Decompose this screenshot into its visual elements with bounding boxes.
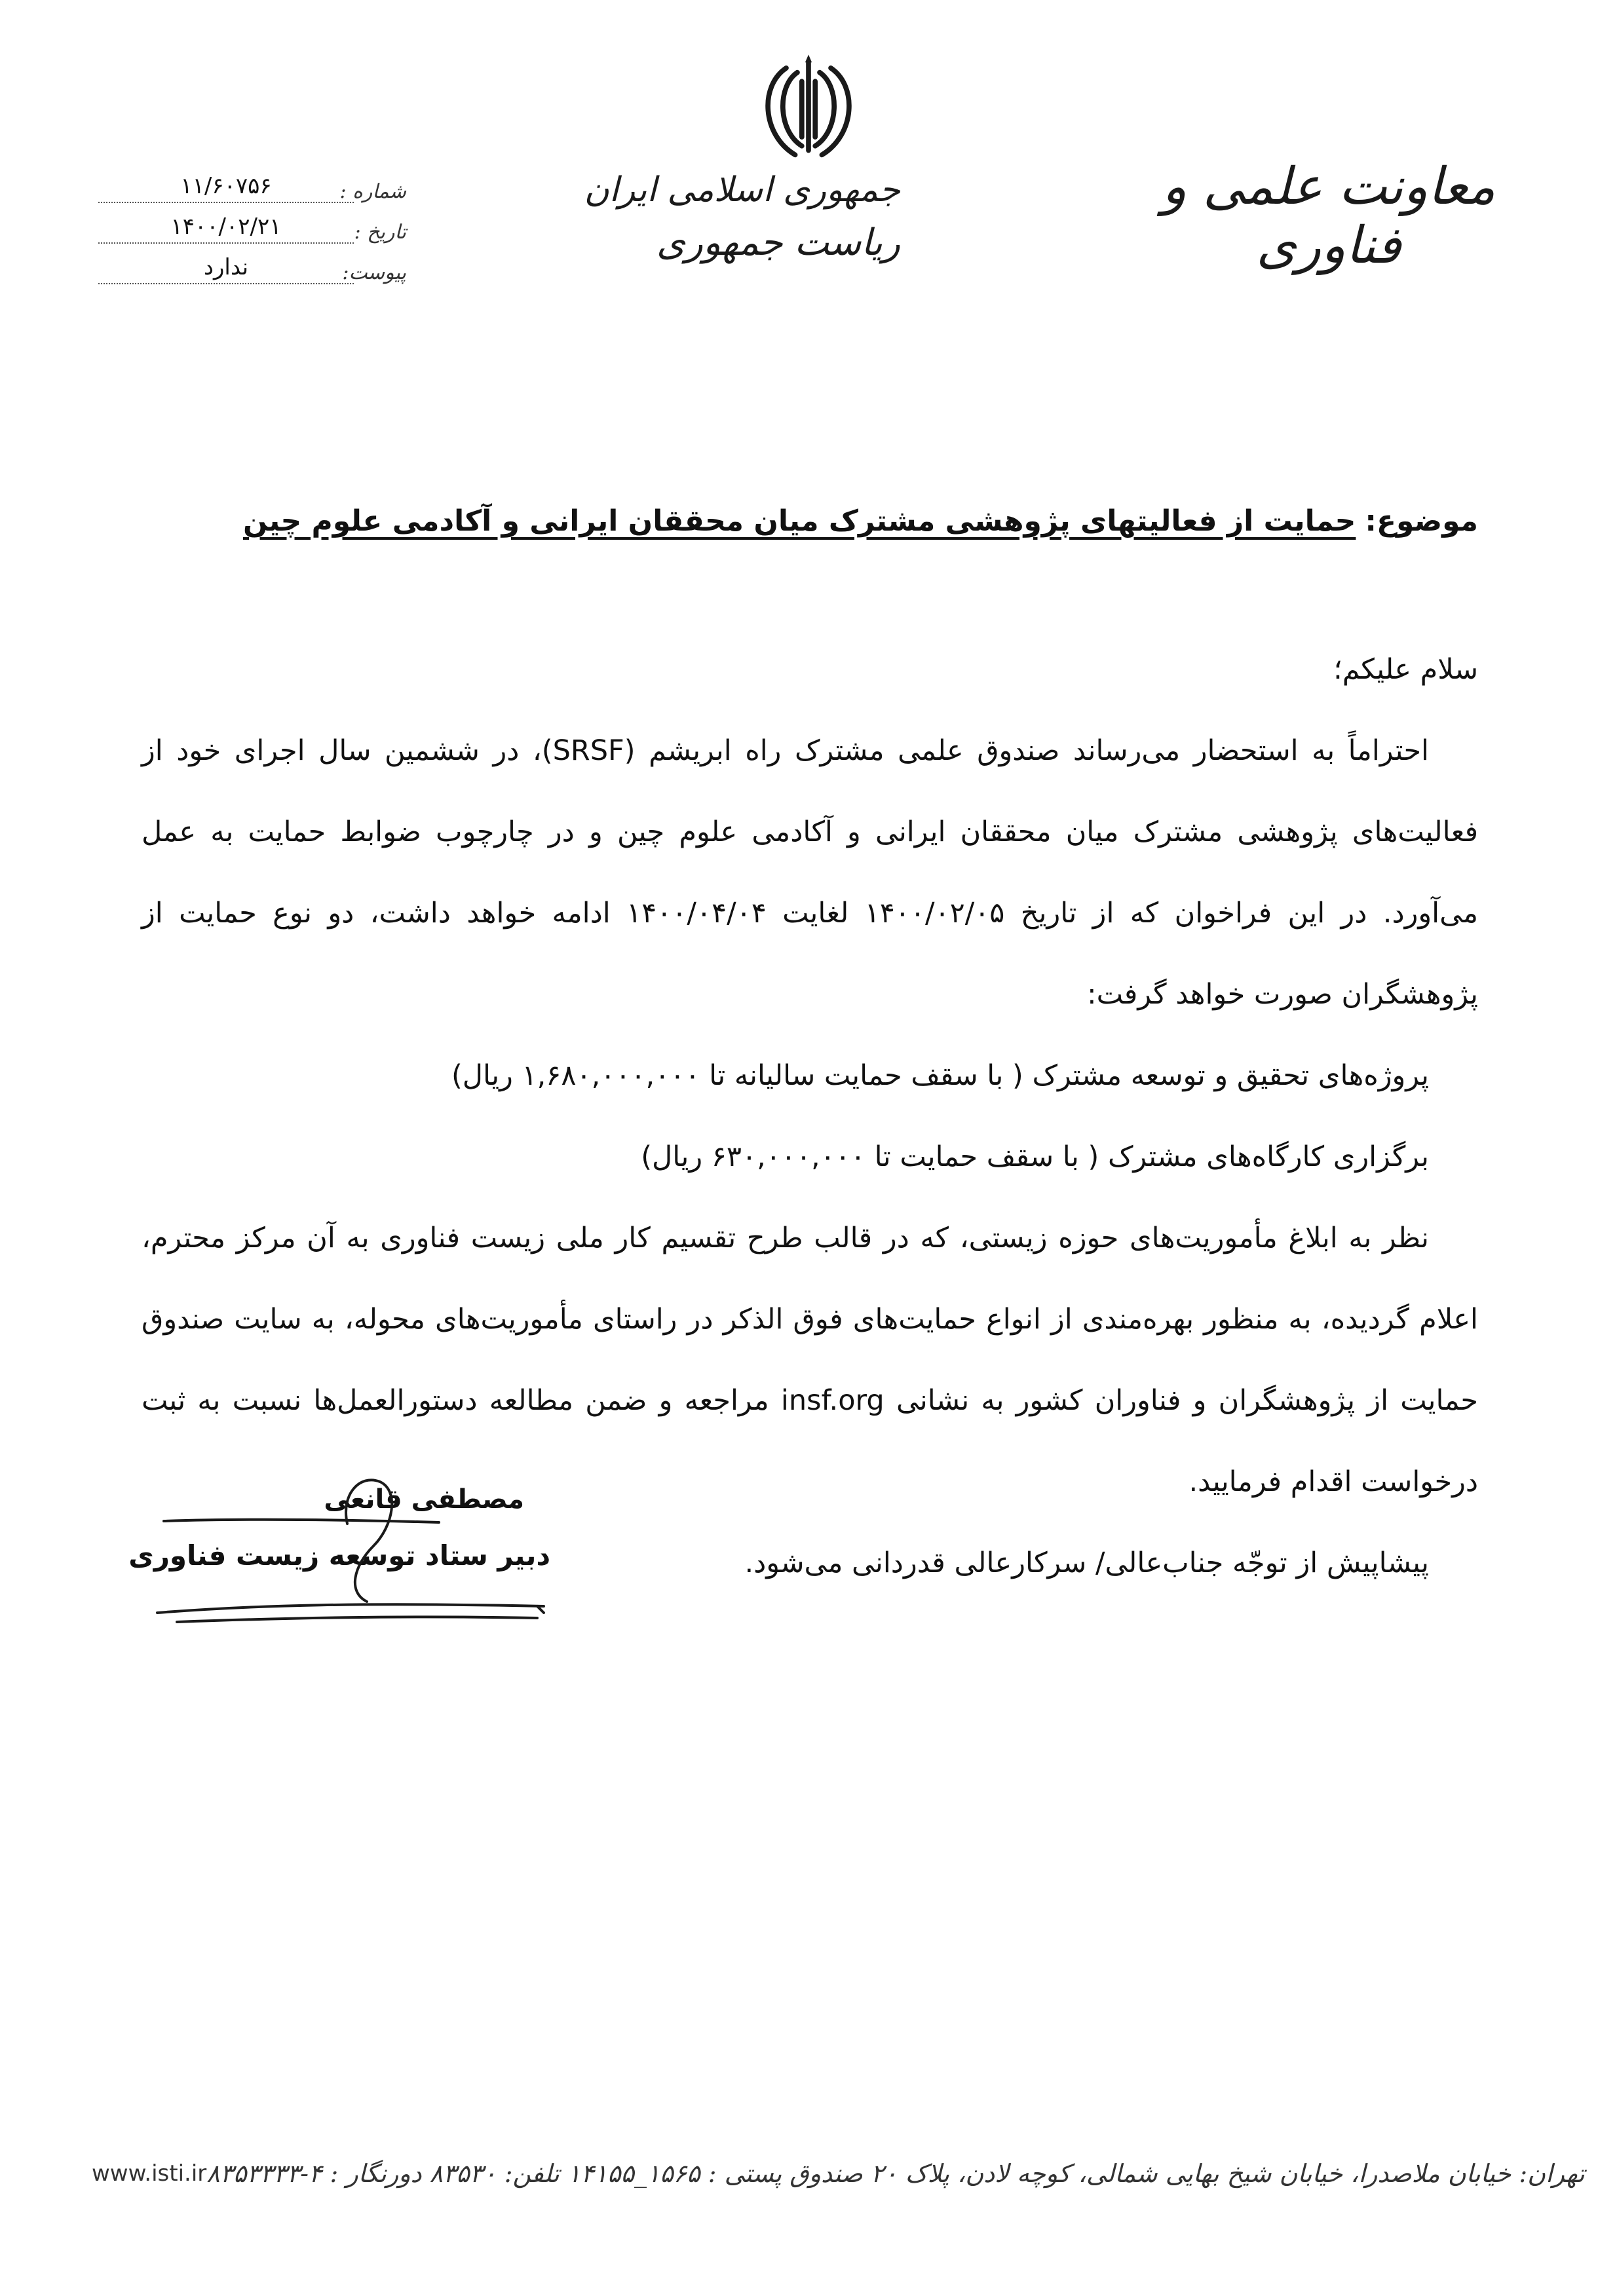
letter-date: ۱۴۰۰/۰۲/۲۱ [98, 214, 354, 244]
meta-row-attachment [98, 250, 406, 284]
letter-body [142, 629, 1478, 1604]
gov-title-line: جمهوری اسلامی ایران [584, 170, 900, 210]
letter-number: ۱۱/۶۰۷۵۶ [98, 173, 354, 203]
handwritten-signature-icon [151, 1467, 550, 1631]
meta-label: شماره : [339, 180, 406, 203]
letter-attachment: ندارد [98, 254, 354, 284]
closing-line: پیشاپیش از توجّه جناب‌عالی/ سرکارعالی قدردانی می‌شود. [744, 1547, 1429, 1579]
footer-address: تهران: خیابان ملاصدرا، خیابان شیخ بهایی شمالی، کوچه لادن، پلاک ۲۰ صندوق پستی : ۱۵۶۵_۱۴۱۵۵ تلفن: ۸۳۵۳۰ دورنگار : ۴-۸۳۵۳۳۳۳ [206, 2159, 1585, 2188]
meta-row-date [98, 210, 406, 244]
meta-label: پیوست: [342, 261, 406, 284]
presidency-line: ریاست جمهوری [656, 221, 900, 264]
org-name: معاونت علمی و فناوری [1162, 157, 1496, 275]
letter-footer [92, 2159, 1585, 2188]
government-header [584, 52, 900, 264]
greeting: سلام علیکم؛ [1333, 653, 1478, 686]
paragraph-intro: احتراماً به استحضار می‌رساند صندوق علمی مشترک راه ابریشم (SRSF)، در ششمین سال اجرای خود از فعالیت‌های پژوهشی مشترک میان محققان ایرانی و آکادمی علوم چین و در چارچوب ضوابط حمایت به عمل می‌آورد. در این فراخوان که از تاریخ ۱۴۰۰/۰۲/۰۵ لغایت ۱۴۰۰/۰۴/۰۴ ادامه خواهد داشت، دو نوع حمایت از پژوهشگران صورت خواهد گرفت: [142, 734, 1478, 1011]
subject-text: حمایت از فعالیتهای پژوهشی مشترک میان محققان ایرانی و آکادمی علوم چین [242, 504, 1356, 538]
iran-emblem-icon [753, 52, 864, 164]
subject-label: موضوع: [1365, 504, 1478, 538]
support-item-workshops: برگزاری کارگاه‌های مشترک ( با سقف حمایت تا ۶۳۰,۰۰۰,۰۰۰ ریال) [641, 1140, 1429, 1173]
paragraph-instructions: نظر به ابلاغ مأموریت‌های حوزه زیستی، که در قالب طرح تقسیم کار ملی زیست فناوری به آن مرکز محترم، اعلام گردیده، به منظور بهره‌مندی از انواع حمایت‌های فوق الذکر در راستای مأموریت‌های محوله، به سایت صندوق حمایت از پژوهشگران و فناوران کشور به نشانی insf.org مراجعه و ضمن مطالعه دستورالعمل‌ها نسبت به ثبت درخواست اقدام فرمایید. [142, 1222, 1479, 1498]
signature-block [128, 1467, 550, 1631]
footer-website: www.isti.ir [92, 2160, 207, 2187]
meta-label: تاریخ : [354, 221, 406, 244]
support-item-projects: پروژه‌های تحقیق و توسعه مشترک ( با سقف حمایت سالیانه تا ۱,۶۸۰,۰۰۰,۰۰۰ ریال) [451, 1059, 1429, 1092]
letter-subject [128, 504, 1478, 538]
signer-title: دبیر ستاد توسعه زیست فناوری [128, 1539, 550, 1571]
meta-row-number [98, 169, 406, 203]
letter-meta [98, 169, 406, 291]
signer-name: مصطفی قانعی [324, 1484, 524, 1515]
